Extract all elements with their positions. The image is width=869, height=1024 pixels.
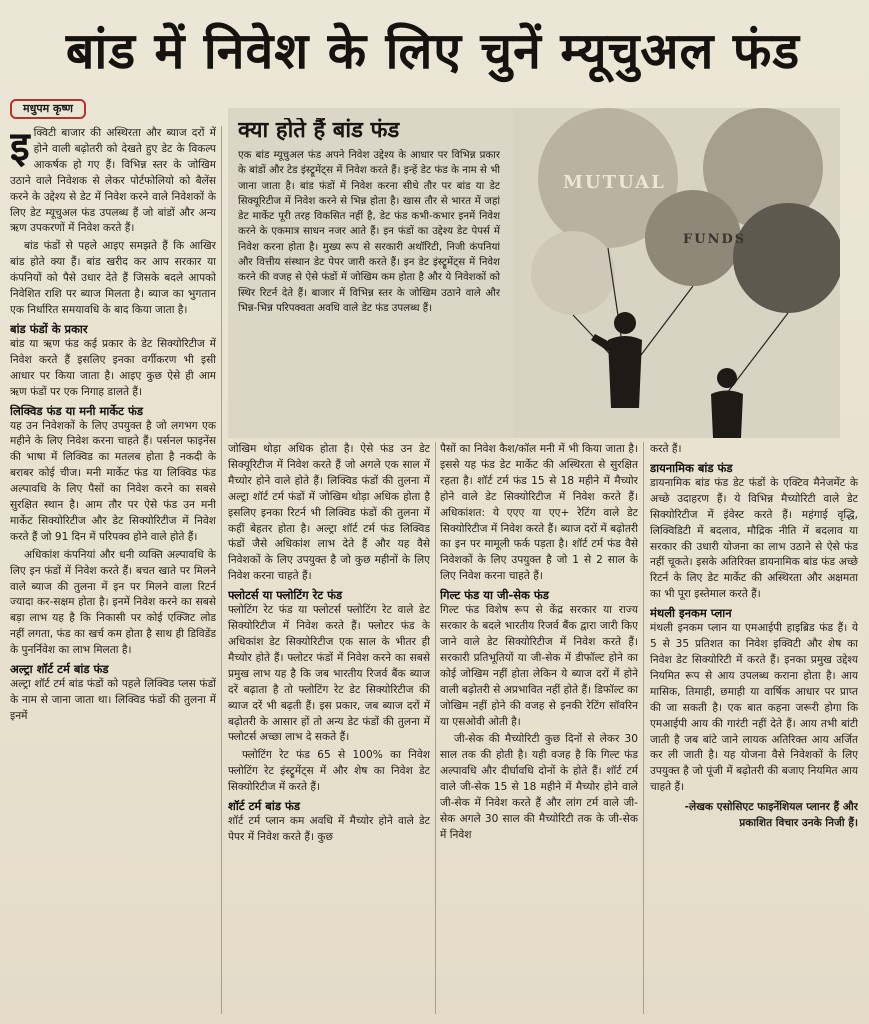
sidebar-box bbox=[228, 108, 840, 438]
paragraph: अधिकांश कंपनियां और धनी व्यक्ति अल्पावधि के लिए इन फंडों में निवेश करते हैं। बचत खाते पर मिलने वाले ब्याज की तुलना में इन पर मिलने वाला रिटर्न ज्यादा कर-सक्षम होता है। इनमें निवेश करने का सबसे बड़ा लाभ यह है कि निकासी पर कोई एक्जिट लोड नहीं लगता, फंड का खर्च कम होता है साथ ही डिविडेंड के पुनर्निवेश का लाभ मिलता है। bbox=[10, 548, 216, 657]
paragraph: यह उन निवेशकों के लिए उपयुक्त है जो लगभग एक महीने के लिए निवेश करना चाहते हैं। पर्सनल फाइनेंस की भाषा में लिक्विड का मतलब होता है नकदी के बराबर कोई चीज। मनी मार्केट फंड या लिक्विड फंड अल्पावधि के लिए पैसों का निवेश करने का सबसे सुरक्षित स्थान है। आम तौर पर ऐसे फंड उन मनी मार्केट सिक्योरिटीज और डेट सिक्योरिटीज में निवेश करते हैं जो 91 दिन में परिपक्व होने वाले होते हैं। bbox=[10, 419, 216, 543]
paragraph: गिल्ट फंड विशेष रूप से केंद्र सरकार या राज्य सरकार के बदले भारतीय रिजर्व बैंक द्वारा जारी किए जाने वाले डेट सिक्योरिटीज में निवेश करते हैं। सरकारी प्रतिभूतियों या जी-सेक में डीफॉल्ट होने का कोई जोखिम नहीं होता लेकिन ये ब्याज दरों में होने वाली बढ़ोतरी से अप्रभावित नहीं होते हैं। डिफॉल्ट का जोखिम नहीं होने की वजह से इनकी रेटिंग सॉवरिन या एसओवी ओती है। bbox=[440, 604, 638, 728]
sidebar-body: एक बांड म्यूचुअल फंड अपने निवेश उद्देश्य के आधार पर विभिन्न प्रकार के बांडों और टेड इंस्ट्रूमेंट्स में निवेश करते हैं। इन्हें डेट फंड के नाम से भी जाना जाता है। बांड फंडों में निवेश करना सीधे तौर पर बांड या डेट सिक्यूरिटीज में निवेश करने से भिन्न होता है। खास तौर से भारत में जहां डेट मार्केट पूरी तरह विकसित नहीं है, डेट फंड कभी-कभार इनमें निवेश करने के एकमात्र साधन नजर आते हैं। इन फंडों का उद्देश्य डेट पेपर्स में निवेश करना होता है। मुख्य रूप से सरकारी अथॉरिटी, निजी कंपनियां और वित्तीय संस्थान डेट पेपर जारी करते हैं। इन डेट इंस्ट्रूमेंट्स में निवेश करने की वजह से ऐसे फंडों में जोखिम कम होता है और ये निवेशकों को स्थिर रिटर्न देते हैं। बाजार में विभिन्न स्तर के जोखिम उठाने वाले और भिन्न-भिन्न परिपक्वता अवधि वाले डेट फंड उपलब्ध हैं। bbox=[238, 150, 500, 314]
sidebar-title: क्या होते हैं बांड फंड bbox=[238, 118, 400, 143]
drop-cap: इ bbox=[10, 126, 30, 170]
mutual-funds-illustration bbox=[513, 108, 840, 438]
paragraph: फ्लोटिंग रेट फंड या फ्लोटर्स फ्लोटिंग रेट वाले डेट सिक्योरिटीज में निवेश करते हैं। फ्लोटर फंड के अधिकांश डेट सिक्योरिटीज एक साल के भीतर ही मैच्योर होते हैं। फ्लोटर फंडों में निवेश करने का सबसे प्रमुख लाभ यह है कि जब भारतीय रिजर्व बैंक ब्याज दरें बढ़ाता है तो फ्लोटिंग रेट डेट सिक्योरिटीज की ब्याज दरें भी बढ़ती हैं। इस प्रकार, जब ब्याज दरों में बढ़ोतरी के आसार हों तो अन्य डेट फंडों की तुलना में फ्लोटर्स अच्छा लाभ दे सकते हैं। bbox=[228, 604, 430, 744]
section-heading: लिक्विड फंड या मनी मार्केट फंड bbox=[10, 403, 143, 418]
paragraph: करते हैं। bbox=[650, 443, 682, 455]
paragraph: फ्लोटिंग रेट फंड 65 से 100% का निवेश फ्लोटिंग रेट इंस्ट्रूमेंट्स में और शेष का निवेश डेट सिक्योरिटीज में करते हैं। bbox=[228, 749, 430, 794]
section-heading: शॉर्ट टर्म बांड फंड bbox=[228, 799, 300, 814]
balloon-word: MUTUAL bbox=[563, 172, 666, 193]
section-heading: अल्ट्रा शॉर्ट टर्म बांड फंड bbox=[10, 662, 109, 677]
paragraph: जोखिम थोड़ा अधिक होता है। ऐसे फंड उन डेट सिक्यूरिटीज में निवेश करते हैं जो अगले एक साल में मैच्योर होने वाले होते हैं। लिक्विड फंडों की तुलना में अल्ट्रा शॉर्ट टर्म फंडों में जोखिम थोड़ा अधिक होता है इसलिए इनका रिटर्न भी लिक्विड फंडों की तुलना में कहीं बेहतर होता है। अल्ट्रा शॉर्ट टर्म फंड लिक्विड फंडों जैसे अधिकांश लाभ देते हैं और यह वैसे निवेशकों के लिए उपयुक्त है जो कुछ महीनों के लिए निवेश करना चाहते हैं। bbox=[228, 443, 430, 583]
paragraph: डायनामिक बांड फंड डेट फंडों के एक्टिव मैनेजमेंट के अच्छे उदाहरण हैं। ये विभिन्न मैच्योरिटी वाले डेट सिक्योरिटीज में इंवेस्ट करते हैं। महंगाई वृद्धि, लिक्विडिटी में बदलाव, मौद्रिक नीति में बदलाव या सरकार की उधारी योजना का लाभ उठाने से ऐसे फंड नहीं चूकते। इसके अतिरिक्त डायनामिक बांड फंड अच्छे रिटर्न के लिए डेट मार्केट की अस्थिरता और अक्षमता का भी पूरा इस्तेमाल करते हैं। bbox=[650, 476, 858, 601]
column-2 bbox=[228, 442, 430, 1018]
paragraph: बांड या ऋण फंड कई प्रकार के डेट सिक्योरिटीज में निवेश करते हैं इसलिए इनका वर्गीकरण भी इसी आधार पर किया जाता है। आइए कुछ ऐसे ही आम ऋण फंडों पर एक निगाह डालते हैं। bbox=[10, 337, 216, 398]
paragraph: मंथली इनकम प्लान या एमआईपी हाइब्रिड फंड हैं। ये 5 से 35 प्रतिशत का निवेश इक्विटी और शेष का निवेश डेट सिक्योरिटी में करते हैं। इनका प्रमुख उद्देश्य नियमित रूप से आय उपलब्ध कराना होता है। आय मासिक, तिमाही, छमाही या वार्षिक आधार पर प्राप्त की जा सकती है। एक बात कहना जरूरी होगा कि एमआईपी आय की गारंटी नहीं देते हैं। आय तभी बांटी जाती है जब बांटे जाने लायक अतिरिक्त आय अर्जित कर ली जाती है। यह योजना वैसे निवेशकों के लिए उपयुक्त है जो पूंजी में बढ़ोतरी की बजाए नियमित आय चाहते हैं। bbox=[650, 622, 858, 794]
column-4 bbox=[650, 442, 858, 1018]
column-rule bbox=[435, 442, 436, 1014]
column-1 bbox=[10, 126, 216, 1018]
paragraph: जी-सेक की मैच्योरिटी कुछ दिनों से लेकर 30 साल तक की होती है। यही वजह है कि गिल्ट फंड अल्पावधि और दीर्घावधि दोनों के होते हैं। शॉर्ट टर्म वाले जी-सेक 15 से 18 महीने में मैच्योर होने वाले जी-सेक में निवेश करते हैं और लांग टर्म वाले जी-सेक अगले 30 साल की मैच्योरिटी तक के जी-सेक में निवेश bbox=[440, 733, 638, 841]
column-rule bbox=[643, 442, 644, 1014]
intro-paragraph bbox=[10, 126, 216, 237]
column-rule bbox=[221, 126, 222, 1014]
headline: बांड में निवेश के लिए चुनें म्यूचुअल फंड bbox=[65, 22, 801, 80]
balloon-word: FUNDS bbox=[683, 232, 747, 247]
paragraph: शॉर्ट टर्म प्लान कम अवधि में मैच्योर होने वाले डेट पेपर में निवेश करते हैं। कुछ bbox=[228, 815, 430, 843]
section-heading: डायनामिक बांड फंड bbox=[650, 460, 733, 475]
section-heading: मंथली इनकम प्लान bbox=[650, 606, 732, 621]
author-note: -लेखक एसोसिएट फाइनेंशियल प्लानर हैं और प्रकाशित विचार उनके निजी हैं। bbox=[684, 801, 858, 830]
column-3 bbox=[440, 442, 638, 1018]
byline: मधुपम कृष्ण bbox=[10, 99, 86, 119]
section-heading: गिल्ट फंड या जी-सेक फंड bbox=[440, 588, 549, 603]
sidebar-text bbox=[238, 118, 500, 436]
paragraph: अल्ट्रा शॉर्ट टर्म बांड फंडों को पहले लिक्विड प्लस फंडों के नाम से जाना जाता था। लिक्विड फंडों की तुलना में इनमें bbox=[10, 678, 216, 722]
balloon-shape bbox=[733, 203, 840, 313]
section-heading: बांड फंडों के प्रकार bbox=[10, 321, 88, 336]
paragraph: पैसों का निवेश कैश/कॉल मनी में भी किया जाता है। इससे यह फंड डेट मार्केट की अस्थिरता से सुरक्षित रहता है। शॉर्ट टर्म फंड 15 से 18 महीने में मैच्योर होने वाले डेट सिक्योरिटीज में निवेश करते हैं। अधिकांशत: ये एएए या एए+ रेटिंग वाले डेट सिक्योरिटीज में निवेश करते हैं। ब्याज दरों में बढ़ोतरी का इन पर मामूली फर्क पड़ता है। शॉर्ट टर्म फंड वैसे निवेशकों के लिए उपयुक्त है जो 1 से 2 साल के लिए निवेश करना चाहते हैं। bbox=[440, 443, 638, 583]
section-heading: फ्लोटर्स या फ्लोटिंग रेट फंड bbox=[228, 588, 343, 603]
paragraph: बांड फंडों से पहले आइए समझते हैं कि आखिर बांड होते क्या हैं। बांड खरीद कर आप सरकार या कंपनियों को पैसे उधार देते हैं जिसके बदले आपको निवेशित राशि पर ब्याज मिलता है। ब्याज का भुगतान एक निर्धारित समयावधि के बाद किया जाता है। bbox=[10, 240, 216, 316]
intro-text: क्विटी बाजार की अस्थिरता और ब्याज दरों में होने वाली बढ़ोतरी को देखते हुए डेट के विकल्प आकर्षक हो गए हैं। विभिन्न स्तर के जोखिम उठाने वाले निवेशक से लेकर पोर्टफोलियो को बैलेंस करने के उद्देश्य से डेट में निवेश करने वाले निवेशकों के लिए डेट म्यूचुअल फंड उपलब्ध हैं जो बांडों और अन्य ऋण उपकरणों में निवेश करते हैं। bbox=[10, 127, 216, 235]
balloon-shape bbox=[531, 231, 615, 315]
